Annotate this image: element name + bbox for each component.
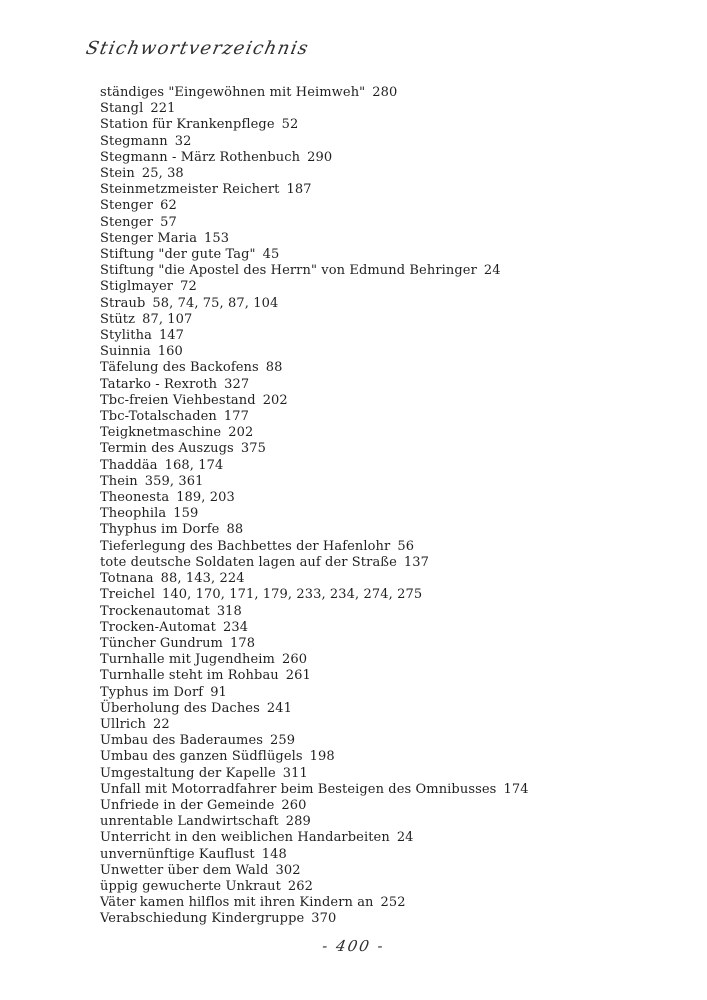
index-entry-term: Stenger xyxy=(100,214,154,230)
index-entry xyxy=(100,409,680,425)
index-entry-pages: 140, 170, 171, 179, 233, 234, 274, 275 xyxy=(162,587,423,603)
index-entry xyxy=(100,150,680,166)
index-entry-term: Typhus im Dorf xyxy=(100,684,204,700)
index-entry xyxy=(100,344,680,360)
index-entry-pages: 174 xyxy=(503,781,529,797)
index-entry xyxy=(100,555,680,571)
index-entry xyxy=(100,458,680,474)
index-entry xyxy=(100,198,680,214)
index-entry-pages: 241 xyxy=(266,700,292,716)
index-entry xyxy=(100,604,680,620)
index-entry-term: Stütz xyxy=(100,311,136,327)
index-entry-pages: 262 xyxy=(287,878,314,894)
index-entry xyxy=(100,231,680,247)
index-entry-pages: 202 xyxy=(262,392,288,408)
index-entry-term: Stylitha xyxy=(100,328,152,344)
index-entry-pages: 168, 174 xyxy=(164,457,224,473)
index-entry-term: Unterricht in den weiblichen Handarbeiten xyxy=(100,830,390,846)
index-entry-term: Unfriede in der Gemeinde xyxy=(100,797,275,813)
index-entry xyxy=(100,182,680,198)
index-entry xyxy=(100,117,680,133)
index-entry xyxy=(100,652,680,668)
index-entry-pages: 160 xyxy=(157,344,183,360)
index-entry-term: Thein xyxy=(100,473,138,489)
index-entry xyxy=(100,814,680,830)
index-entry xyxy=(100,766,680,782)
index-entry-pages: 221 xyxy=(150,101,176,117)
index-entry xyxy=(100,782,680,798)
index-entry-term: Totnana xyxy=(100,571,154,587)
index-entry xyxy=(100,863,680,879)
index-entry-pages: 88 xyxy=(265,360,283,376)
index-entry-term: Tatarko - Rexroth xyxy=(100,376,218,392)
index-entry-pages: 24 xyxy=(483,263,501,279)
index-entry-term: Verabschiedung Kindergruppe xyxy=(100,911,305,927)
index-entry-pages: 252 xyxy=(380,895,406,911)
index-entry-pages: 88, 143, 224 xyxy=(160,571,245,587)
index-entry-pages: 375 xyxy=(240,441,266,457)
index-entry-term: Stiftung "der gute Tag" xyxy=(100,247,256,263)
index-entry-pages: 327 xyxy=(224,376,250,392)
index-entry xyxy=(100,312,680,328)
index-entry xyxy=(100,539,680,555)
index-entry xyxy=(100,134,680,150)
index-entry xyxy=(100,830,680,846)
index-entry xyxy=(100,895,680,911)
index-entry xyxy=(100,166,680,182)
index-entry xyxy=(100,425,680,441)
index-entry-term: Stiglmayer xyxy=(100,279,174,295)
index-entry-term: Stenger xyxy=(100,198,154,214)
index-entry-pages: 24 xyxy=(396,830,414,846)
index-entry-pages: 198 xyxy=(309,749,335,765)
index-entry xyxy=(100,490,680,506)
index-entry-term: Stegmann - März Rothenbuch xyxy=(100,149,301,165)
index-entry-pages: 370 xyxy=(311,911,337,927)
index-entry-pages: 62 xyxy=(160,198,177,214)
index-entry-pages: 88 xyxy=(226,522,244,538)
index-entry-term: Turnhalle mit Jugendheim xyxy=(100,652,275,668)
index-entry-pages: 177 xyxy=(223,409,250,425)
index-entry xyxy=(100,685,680,701)
index-entry-pages: 289 xyxy=(285,814,311,830)
index-entry-term: Thaddäa xyxy=(100,457,158,473)
index-entry-pages: 290 xyxy=(307,149,333,165)
index-entry xyxy=(100,215,680,231)
index-entry-pages: 57 xyxy=(160,214,177,230)
index-entry xyxy=(100,717,680,733)
page-number: - 400 - xyxy=(320,937,387,955)
page-title: Stichwortverzeichnis xyxy=(84,38,312,59)
index-entry-pages: 280 xyxy=(372,85,398,100)
index-entry-term: Ullrich xyxy=(100,716,146,732)
index-entry xyxy=(100,879,680,895)
index-entry-term: Tieferlegung des Bachbettes der Hafenlohr xyxy=(100,538,391,554)
index-entry xyxy=(100,749,680,765)
index-entry-pages: 159 xyxy=(173,506,199,522)
index-entry-pages: 318 xyxy=(216,603,242,619)
index-entry-pages: 234 xyxy=(222,619,249,635)
index-entry-term: Straub xyxy=(100,295,146,311)
index-entry-pages: 45 xyxy=(262,247,280,263)
index-entry xyxy=(100,474,680,490)
index-entry-pages: 87, 107 xyxy=(142,311,193,327)
index-entry-pages: 260 xyxy=(281,652,308,668)
index-entry xyxy=(100,798,680,814)
index-entry-pages: 25, 38 xyxy=(141,166,184,182)
index-entry-term: Unwetter über dem Wald xyxy=(100,862,269,878)
index-entry-term: Umbau des ganzen Südflügels xyxy=(100,749,303,765)
index-entry xyxy=(100,393,680,409)
index-entry-term: Stein xyxy=(100,166,135,182)
index-entry-term: unrentable Landwirtschaft xyxy=(100,814,279,830)
index-entry-term: Turnhalle steht im Rohbau xyxy=(100,668,279,684)
index-entry-term: Stangl xyxy=(100,101,144,117)
index-entry xyxy=(100,85,680,101)
index-entry xyxy=(100,506,680,522)
index-entry-pages: 302 xyxy=(275,862,301,878)
index-entry xyxy=(100,668,680,684)
index-entry-pages: 147 xyxy=(158,328,185,344)
index-entry-term: Tbc-Totalschaden xyxy=(100,409,217,425)
index-entry-term: Umbau des Baderaumes xyxy=(100,733,264,749)
index-entry-pages: 359, 361 xyxy=(144,473,204,489)
index-entry-term: üppig gewucherte Unkraut xyxy=(100,878,281,894)
index-entry-term: Unfall mit Motorradfahrer beim Besteigen des Omnibusses xyxy=(100,781,497,797)
index-entry-term: Überholung des Daches xyxy=(100,700,260,716)
index-entry xyxy=(100,441,680,457)
index-entry-pages: 178 xyxy=(229,635,256,651)
index-entry xyxy=(100,377,680,393)
index-entry xyxy=(100,587,680,603)
index-entry xyxy=(100,101,680,117)
index-entry-pages: 52 xyxy=(281,117,299,133)
index-entry xyxy=(100,247,680,263)
index-entry xyxy=(100,701,680,717)
index-entry-pages: 311 xyxy=(282,765,308,781)
index-entry-term: Tbc-freien Viehbestand xyxy=(100,392,256,408)
index-entry-pages: 260 xyxy=(281,797,307,813)
index-entry-pages: 153 xyxy=(204,230,230,246)
index-entry-pages: 261 xyxy=(285,668,311,684)
index-entry-term: Stenger Maria xyxy=(100,230,198,246)
index-entry-pages: 22 xyxy=(153,716,170,732)
index-entry xyxy=(100,522,680,538)
index-entry-term: Väter kamen hilflos mit ihren Kindern an xyxy=(100,895,374,911)
index-entry xyxy=(100,263,680,279)
index-entry-term: Termin des Auszugs xyxy=(100,441,234,457)
index-entry-pages: 72 xyxy=(180,279,197,295)
index-entry-term: Suinnia xyxy=(100,344,151,360)
index-entry-pages: 91 xyxy=(210,684,227,700)
index-entry-list xyxy=(100,85,680,928)
index-entry-term: Stiftung "die Apostel des Herrn" von Edmund Behringer xyxy=(100,263,477,279)
index-entry xyxy=(100,911,680,927)
index-entry xyxy=(100,847,680,863)
index-entry-term: tote deutsche Soldaten lagen auf der Straße xyxy=(100,554,397,570)
index-entry-term: Stegmann xyxy=(100,133,168,149)
index-entry-term: Trocken-Automat xyxy=(100,619,216,635)
index-entry-pages: 189, 203 xyxy=(176,490,235,506)
index-entry xyxy=(100,620,680,636)
index-entry xyxy=(100,279,680,295)
index-entry-term: Teigknetmaschine xyxy=(100,425,222,441)
index-entry xyxy=(100,296,680,312)
index-entry-term: Station für Krankenpflege xyxy=(100,117,275,133)
index-entry-pages: 187 xyxy=(286,182,312,198)
index-entry xyxy=(100,733,680,749)
index-entry-pages: 56 xyxy=(397,538,415,554)
index-entry-term: Täfelung des Backofens xyxy=(100,360,259,376)
index-entry-pages: 259 xyxy=(270,733,296,749)
index-entry-pages: 58, 74, 75, 87, 104 xyxy=(152,295,279,311)
index-entry-term: ständiges "Eingewöhnen mit Heimweh" xyxy=(100,85,366,100)
index-entry-term: Umgestaltung der Kapelle xyxy=(100,765,276,781)
index-entry-term: Theonesta xyxy=(100,490,170,506)
index-entry xyxy=(100,360,680,376)
index-entry-pages: 137 xyxy=(403,554,430,570)
index-entry-term: Trockenautomat xyxy=(100,603,210,619)
index-entry xyxy=(100,328,680,344)
index-entry-term: Treichel xyxy=(100,587,156,603)
index-entry xyxy=(100,571,680,587)
index-entry-term: Theophila xyxy=(100,506,167,522)
index-entry-term: Tüncher Gundrum xyxy=(100,635,223,651)
index-entry xyxy=(100,636,680,652)
index-entry-term: Steinmetzmeister Reichert xyxy=(100,182,280,198)
index-entry-pages: 32 xyxy=(174,133,192,149)
index-entry-pages: 202 xyxy=(228,425,254,441)
index-entry-pages: 148 xyxy=(261,846,287,862)
index-entry-term: unvernünftige Kauflust xyxy=(100,846,255,862)
index-entry-term: Thyphus im Dorfe xyxy=(100,522,220,538)
